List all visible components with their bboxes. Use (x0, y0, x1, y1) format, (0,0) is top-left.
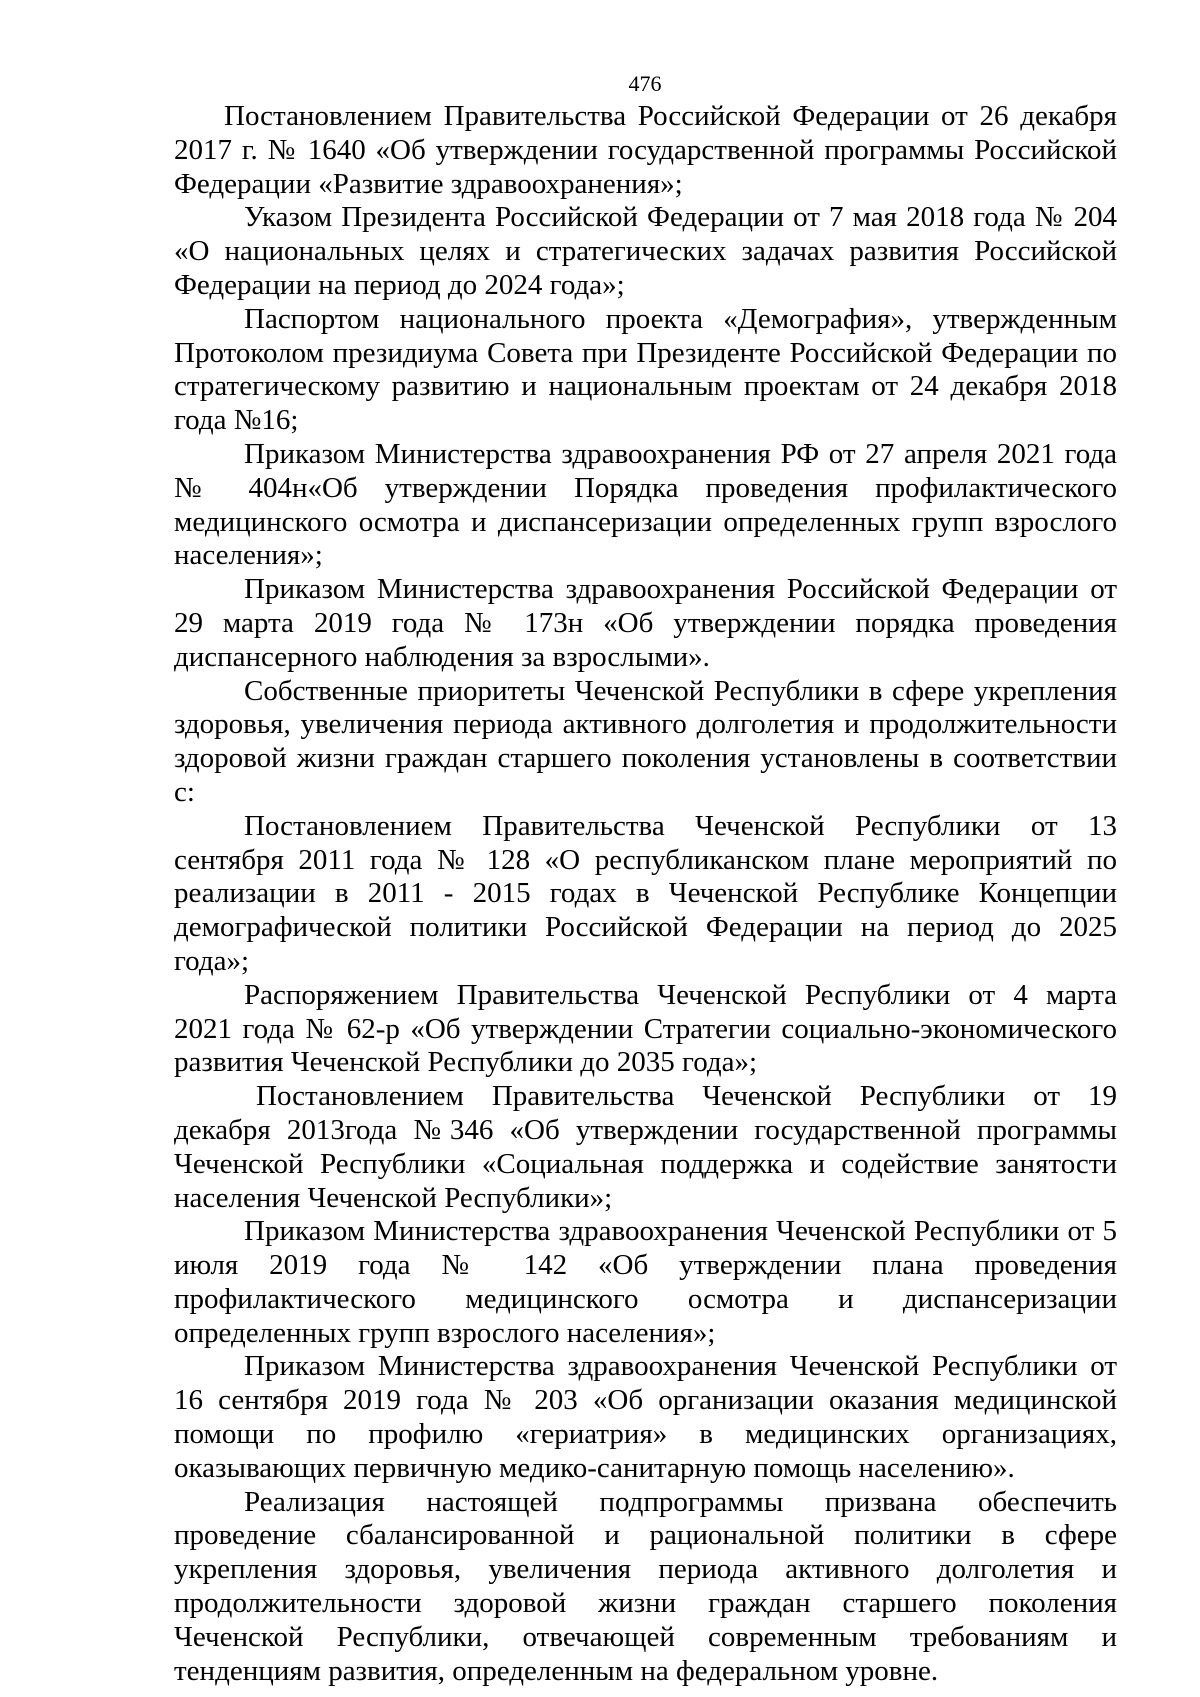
paragraph-10: Приказом Министерства здравоохранения Чеченской Республики от 5 июля 2019 года № 142 «Об утверждении плана проведения профилактического медицинского осмотра и диспансеризации определенных групп взрослого населения»; (174, 1215, 1117, 1349)
paragraph-5: Приказом Министерства здравоохранения Российской Федерации от 29 марта 2019 года № 173н «Об утверждении порядка проведения диспансерного наблюдения за взрослыми». (174, 573, 1117, 673)
paragraph-7: Постановлением Правительства Чеченской Республики от 13 сентября 2011 года № 128 «О республиканском плане мероприятий по реализации в 2011 - 2015 годах в Чеченской Республике Концепции демографической политики Российской Федерации на период до 2025 года»; (174, 809, 1117, 977)
document-body (174, 100, 1117, 1688)
paragraph-12: Реализация настоящей подпрограммы призвана обеспечить проведение сбалансированной и рациональной политики в сфере укрепления здоровья, увеличения периода активного долголетия и продолжительности здоровой жизни граждан старшего поколения Чеченской Республики, отвечающей современным требованиям и тенденциям развития, определенным на федеральном уровне. (174, 1485, 1117, 1687)
paragraph-2: Указом Президента Российской Федерации от 7 мая 2018 года № 204 «О национальных целях и стратегических задачах развития Российской Федерации на период до 2024 года»; (174, 201, 1117, 301)
paragraph-11: Приказом Министерства здравоохранения Чеченской Республики от 16 сентября 2019 года № 203 «Об организации оказания медицинской помощи по профилю «гериатрия» в медицинских организациях, оказывающих первичную медико-санитарную помощь населению». (174, 1350, 1117, 1484)
paragraph-1: Постановлением Правительства Российской Федерации от 26 декабря 2017 г. № 1640 «Об утверждении государственной программы Российской Федерации «Развитие здравоохранения»; (174, 100, 1117, 200)
paragraph-3: Паспортом национального проекта «Демография», утвержденным Протоколом президиума Совета при Президенте Российской Федерации по стратегическому развитию и национальным проектам от 24 декабря 2018 года №16; (174, 302, 1117, 437)
paragraph-9: Постановлением Правительства Чеченской Республики от 19 декабря 2013года №346 «Об утверждении государственной программы Чеченской Республики «Социальная поддержка и содействие занятости населения Чеченской Республики»; (174, 1080, 1117, 1214)
paragraph-8: Распоряжением Правительства Чеченской Республики от 4 марта 2021 года № 62-р «Об утверждении Стратегии социально-экономического развития Чеченской Республики до 2035 года»; (174, 978, 1117, 1079)
paragraph-4: Приказом Министерства здравоохранения РФ от 27 апреля 2021 года № 404н«Об утверждении Порядка проведения профилактического медицинского осмотра и диспансеризации определенных групп взрослого населения»; (174, 437, 1117, 572)
paragraph-6: Собственные приоритеты Чеченской Республики в сфере укрепления здоровья, увеличения периода активного долголетия и продолжительности здоровой жизни граждан старшего поколения установлены в соответствии с: (174, 674, 1117, 808)
page-number: 476 (628, 71, 662, 96)
